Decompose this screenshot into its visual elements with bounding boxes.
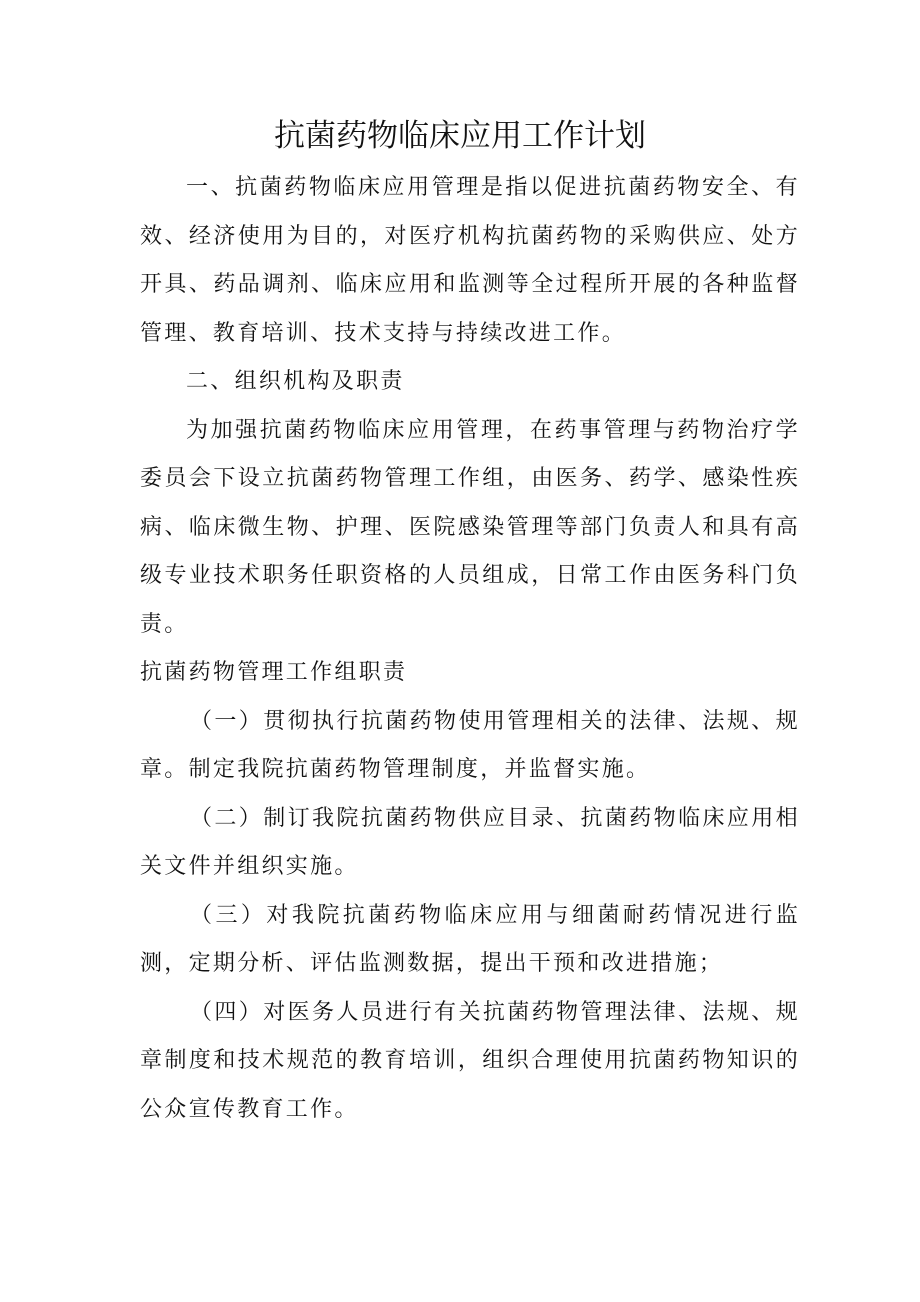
section-heading-organization: 二、组织机构及职责 xyxy=(186,369,405,394)
duty-item-4: （四）对医务人员进行有关抗菌药物管理法律、法规、规章制度和技术规范的教育培训，组织合理使用抗菌药物知识的公众宣传教育工作。 xyxy=(140,999,800,1122)
paragraph-organization: 为加强抗菌药物临床应用管理，在药事管理与药物治疗学委员会下设立抗菌药物管理工作组，由医务、药学、感染性疾病、临床微生物、护理、医院感染管理等部门负责人和具有高级专业技术职务任职资格的人员组成，日常工作由医务科门负责。 xyxy=(140,417,800,637)
duty-item-3: （三）对我院抗菌药物临床应用与细菌耐药情况进行监测，定期分析、评估监测数据，提出干预和改进措施； xyxy=(140,902,800,976)
subheading-working-group-duties: 抗菌药物管理工作组职责 xyxy=(140,660,408,685)
document-title: 抗菌药物临床应用工作计划 xyxy=(274,118,646,154)
duty-item-2: （二）制订我院抗菌药物供应目录、抗菌药物临床应用相关文件并组织实施。 xyxy=(140,805,800,879)
duty-item-1: （一）贯彻执行抗菌药物使用管理相关的法律、法规、规章。制定我院抗菌药物管理制度，并监督实施。 xyxy=(140,708,800,782)
paragraph-definition: 一、抗菌药物临床应用管理是指以促进抗菌药物安全、有效、经济使用为目的，对医疗机构抗菌药物的采购供应、处方开具、药品调剂、临床应用和监测等全过程所开展的各种监督管理、教育培训、技术支持与持续改进工作。 xyxy=(140,175,800,346)
document-body xyxy=(140,164,800,1134)
